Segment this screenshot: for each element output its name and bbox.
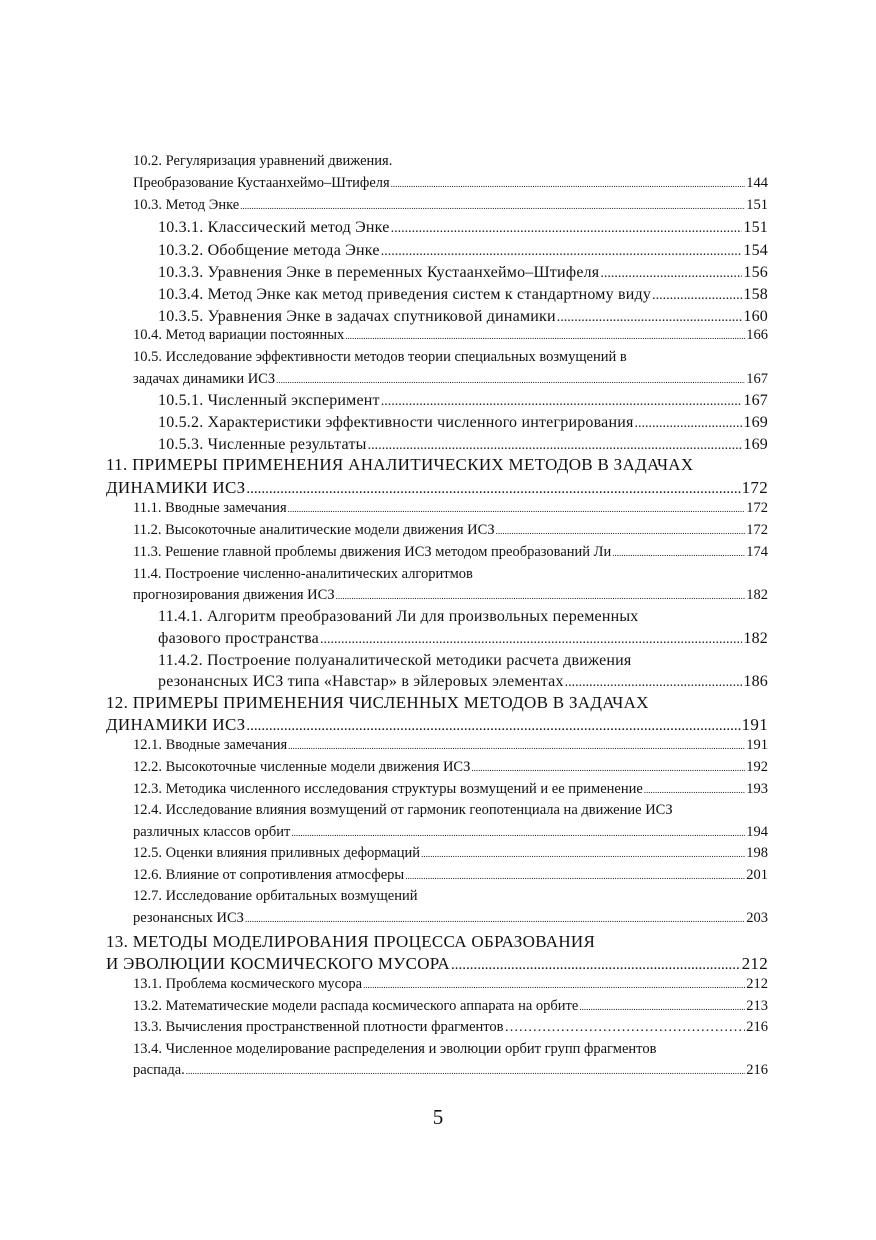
toc-entry-page: 193 <box>746 781 768 797</box>
toc-entry-page: 151 <box>743 219 768 236</box>
toc-entry-title: резонансных ИСЗ типа «Навстар» в эйлеровых элементах <box>158 673 564 690</box>
toc-entry[interactable] <box>133 908 768 929</box>
toc-entry[interactable] <box>106 931 595 952</box>
dot-leader <box>381 245 743 259</box>
toc-entry-title: 13.4. Численное моделирование распределения и эволюции орбит групп фрагментов <box>133 1041 657 1057</box>
toc-entry[interactable] <box>133 757 768 778</box>
toc-entry-page: 167 <box>743 392 768 409</box>
toc-entry-title: 10.3. Метод Энке <box>133 197 240 213</box>
toc-entry-page: 192 <box>746 759 768 775</box>
toc-entry-title: 10.5. Исследование эффективности методов теории специальных возмущений в <box>133 349 627 365</box>
toc-entry-title: 10.4. Метод вариации постоянных <box>133 327 345 343</box>
toc-entry[interactable] <box>158 390 768 411</box>
dot-leader <box>644 783 745 797</box>
toc-entry[interactable] <box>133 865 768 886</box>
toc-entry-title: 13.2. Математические модели распада космического аппарата на орбите <box>133 998 579 1014</box>
page-number: 5 <box>432 1105 444 1129</box>
toc-entry[interactable] <box>106 714 768 735</box>
toc-entry[interactable] <box>133 347 627 368</box>
dot-leader <box>240 199 745 213</box>
toc-entry-title: 11. ПРИМЕРЫ ПРИМЕНЕНИЯ АНАЛИТИЧЕСКИХ МЕТОДОВ В ЗАДАЧАХ <box>106 455 694 474</box>
toc-entry[interactable] <box>133 498 768 519</box>
toc-entry-title: задачах динамики ИСЗ <box>133 371 276 387</box>
toc-entry-page: 182 <box>746 587 768 603</box>
dot-leader <box>320 633 742 647</box>
toc-entry[interactable] <box>158 240 768 261</box>
toc-entry[interactable] <box>133 996 768 1017</box>
toc-entry-title: 12.3. Методика численного исследования структуры возмущений и ее применение <box>133 781 643 797</box>
toc-entry[interactable] <box>158 671 768 692</box>
toc-entry[interactable] <box>106 454 693 475</box>
toc-entry-title: 12.1. Вводные замечания <box>133 737 288 753</box>
toc-entry[interactable] <box>158 628 768 649</box>
dot-leader <box>246 719 740 733</box>
toc-entry[interactable] <box>133 1060 768 1081</box>
toc-entry-title: 10.5.2. Характеристики эффективности численного интегрирования <box>158 414 634 431</box>
dot-leader <box>345 329 745 343</box>
toc-entry[interactable] <box>106 953 768 974</box>
toc-entry-title: различных классов орбит <box>133 824 291 840</box>
dot-leader <box>421 847 745 861</box>
toc-entry-page: 166 <box>746 327 768 343</box>
toc-entry[interactable] <box>133 520 768 541</box>
toc-entry-page: 151 <box>746 197 768 213</box>
dot-leader <box>288 739 745 753</box>
toc-entry-page: 182 <box>743 630 768 647</box>
dot-leader <box>557 311 743 325</box>
toc-entry-page: 194 <box>746 824 768 840</box>
toc-entry[interactable] <box>133 564 473 585</box>
toc-entry[interactable] <box>133 735 768 756</box>
toc-entry-title: 13.3. Вычисления пространственной плотности фрагментов <box>133 1019 504 1035</box>
toc-entry[interactable] <box>106 477 768 498</box>
toc-entry-title: 11.1. Вводные замечания <box>133 500 287 516</box>
toc-entry-page: 154 <box>743 242 768 259</box>
dot-leader <box>288 502 746 516</box>
dot-leader <box>505 1021 746 1035</box>
toc-entry[interactable] <box>133 1017 768 1038</box>
toc-entry-title: 10.3.1. Классический метод Энке <box>158 219 390 236</box>
toc-entry-page: 191 <box>741 715 768 734</box>
toc-entry[interactable] <box>158 434 768 455</box>
toc-entry-title: распада. <box>133 1062 185 1078</box>
toc-entry-page: 213 <box>746 998 768 1014</box>
toc-entry[interactable] <box>133 151 392 172</box>
dot-leader <box>246 482 740 496</box>
toc-entry-title: ДИНАМИКИ ИСЗ <box>106 715 246 734</box>
toc-entry[interactable] <box>133 325 768 346</box>
toc-entry[interactable] <box>106 692 649 713</box>
toc-entry-title: 13. МЕТОДЫ МОДЕЛИРОВАНИЯ ПРОЦЕССА ОБРАЗОВАНИЯ <box>106 932 596 951</box>
toc-entry-title: 13.1. Проблема космического мусора <box>133 976 363 992</box>
dot-leader <box>391 222 743 236</box>
dot-leader <box>381 395 743 409</box>
toc-entry-title: 12.7. Исследование орбитальных возмущений <box>133 888 418 904</box>
toc-entry-title: 12.6. Влияние от сопротивления атмосферы <box>133 867 405 883</box>
toc-entry[interactable] <box>133 542 768 563</box>
toc-entry-page: 191 <box>746 737 768 753</box>
toc-entry[interactable] <box>158 412 768 433</box>
dot-leader <box>600 267 742 281</box>
toc-entry[interactable] <box>133 779 768 800</box>
dot-leader <box>245 912 745 926</box>
toc-entry-title: 11.3. Решение главной проблемы движения ИСЗ методом преобразований Ли <box>133 544 612 560</box>
toc-entry[interactable] <box>133 369 768 390</box>
toc-entry[interactable] <box>133 886 418 907</box>
toc-entry[interactable] <box>133 173 768 194</box>
dot-leader <box>368 439 743 453</box>
toc-entry[interactable] <box>158 606 639 627</box>
toc-entry-page: 203 <box>746 910 768 926</box>
toc-entry[interactable] <box>133 974 768 995</box>
toc-entry-title: 11.4.2. Построение полуаналитической методики расчета движения <box>158 652 632 669</box>
toc-entry[interactable] <box>133 585 768 606</box>
toc-entry-page: 174 <box>746 544 768 560</box>
toc-entry-title: прогнозирования движения ИСЗ <box>133 587 335 603</box>
toc-entry-title: И ЭВОЛЮЦИИ КОСМИЧЕСКОГО МУСОРА <box>106 954 450 973</box>
toc-entry-title: резонансных ИСЗ <box>133 910 244 926</box>
toc-entry-title: ДИНАМИКИ ИСЗ <box>106 478 246 497</box>
toc-entry[interactable] <box>133 1039 656 1060</box>
dot-leader <box>336 589 746 603</box>
toc-entry-title: 10.3.5. Уравнения Энке в задачах спутниковой динамики <box>158 308 556 325</box>
toc-entry-page: 198 <box>746 845 768 861</box>
toc-entry-title: Преобразование Кустаанхеймо–Штифеля <box>133 175 390 191</box>
toc-entry-title: 10.3.3. Уравнения Энке в переменных Кустаанхеймо–Штифеля <box>158 264 600 281</box>
toc-entry-page: 212 <box>746 976 768 992</box>
dot-leader <box>291 826 745 840</box>
toc-entry-title: 10.3.2. Обобщение метода Энке <box>158 242 380 259</box>
toc-entry-page: 169 <box>743 436 768 453</box>
toc-entry[interactable] <box>158 650 631 671</box>
toc-entry-page: 158 <box>743 286 768 303</box>
toc-entry-title: 11.4. Построение численно-аналитических алгоритмов <box>133 566 473 582</box>
toc-entry[interactable] <box>158 217 768 238</box>
dot-leader <box>391 177 746 191</box>
dot-leader <box>186 1064 745 1078</box>
toc-entry[interactable] <box>133 822 768 843</box>
toc-entry[interactable] <box>133 195 768 216</box>
dot-leader <box>405 869 745 883</box>
toc-entry-title: 10.3.4. Метод Энке как метод приведения систем к стандартному виду <box>158 286 652 303</box>
toc-entry-page: 216 <box>746 1062 768 1078</box>
toc-entry-title: 12.4. Исследование влияния возмущений от гармоник геопотенциала на движение ИСЗ <box>133 802 673 818</box>
toc-entry-page: 172 <box>741 478 768 497</box>
toc-entry-title: 12. ПРИМЕРЫ ПРИМЕНЕНИЯ ЧИСЛЕННЫХ МЕТОДОВ В ЗАДАЧАХ <box>106 693 649 712</box>
dot-leader <box>652 289 742 303</box>
toc-entry-title: 10.5.3. Численные результаты <box>158 436 367 453</box>
toc-entry-title: 10.2. Регуляризация уравнений движения. <box>133 153 393 169</box>
dot-leader <box>451 958 741 972</box>
toc-entry-title: 11.2. Высокоточные аналитические модели движения ИСЗ <box>133 522 495 538</box>
dot-leader <box>612 546 745 560</box>
dot-leader <box>565 676 743 690</box>
dot-leader <box>579 1000 745 1014</box>
toc-entry-title: 12.5. Оценки влияния приливных деформаций <box>133 845 421 861</box>
toc-entry-page: 144 <box>746 175 768 191</box>
toc-entry-page: 169 <box>743 414 768 431</box>
toc-entry-page: 160 <box>743 308 768 325</box>
toc-entry-page: 172 <box>746 522 768 538</box>
dot-leader <box>276 373 745 387</box>
toc-entry[interactable] <box>158 284 768 305</box>
toc-entry-page: 216 <box>746 1019 768 1035</box>
dot-leader <box>635 417 743 431</box>
toc-entry-page: 186 <box>743 673 768 690</box>
toc-entry-page: 172 <box>746 500 768 516</box>
dot-leader <box>471 761 745 775</box>
toc-entry[interactable] <box>133 843 768 864</box>
toc-entry-title: 12.2. Высокоточные численные модели движения ИСЗ <box>133 759 471 775</box>
toc-entry-page: 212 <box>741 954 768 973</box>
toc-entry-title: 11.4.1. Алгоритм преобразований Ли для произвольных переменных <box>158 608 639 625</box>
toc-entry-page: 201 <box>746 867 768 883</box>
dot-leader <box>496 524 746 538</box>
dot-leader <box>363 978 745 992</box>
toc-entry-title: 10.5.1. Численный эксперимент <box>158 392 380 409</box>
toc-entry[interactable] <box>158 306 768 327</box>
toc-entry[interactable] <box>158 262 768 283</box>
toc-entry-page: 167 <box>746 371 768 387</box>
toc-entry-title: фазового пространства <box>158 630 319 647</box>
toc-entry-page: 156 <box>743 264 768 281</box>
toc-entry[interactable] <box>133 800 673 821</box>
